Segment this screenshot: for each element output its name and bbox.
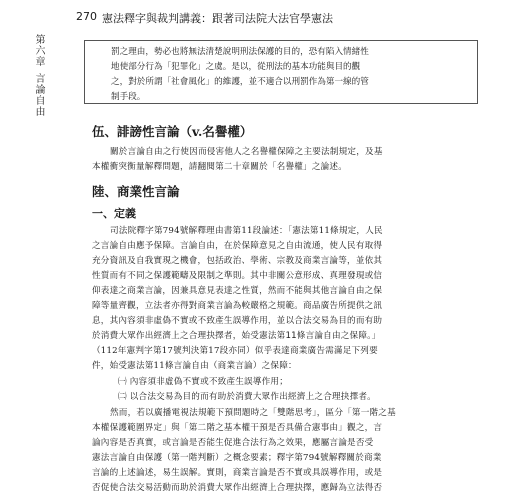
body-line: 性質而有不同之保護範疇及限制之準則。其中非關公意形成、真理發現或信 bbox=[92, 271, 383, 281]
page-header bbox=[76, 10, 496, 28]
body-line: 否促使合法交易活動而助於消費大眾作出經濟上合理抉擇，應歸為立法得否 bbox=[92, 483, 383, 493]
body-line: 本權保護範圍界定」與「第二階之基本權干預是否具備合憲事由」觀之，言 bbox=[92, 423, 383, 433]
body-line: 之言論自由應予保障。言論自由，在於保障意見之自由流通，使人民有取得 bbox=[92, 241, 383, 251]
body-line: 障等量齊觀，立法者亦得對商業言論為較嚴格之規範。商品廣告所提供之訊 bbox=[92, 301, 383, 311]
body-line: 言論的上述論述，易生誤解。實則，商業言論是否不實或具誤導作用，或是 bbox=[92, 468, 383, 478]
body-line: 憲法言論自由保護（第一階判斷）之概念要素；釋字第794號解釋關於商業 bbox=[92, 453, 382, 463]
page-number: 270 bbox=[76, 10, 97, 23]
body-line: 仰表達之商業言論，因兼具意見表達之性質，然而不能與其他言論自由之保 bbox=[92, 286, 383, 296]
body-line: 件，始受憲法第11條言論自由（商業言論）之保障： bbox=[92, 361, 297, 371]
body-line: 本權衝突衡量解釋問題，請翻閱第二十章關於「名譽權」之論述。 bbox=[92, 162, 348, 172]
body-line: 然而，若以廣播電視法規範下預問題時之「雙階思考」，區分「第一階之基 bbox=[110, 408, 396, 418]
list-item: ㈡ 以合法交易為目的而有助於消費大眾作出經濟上之合理抉擇者。 bbox=[118, 392, 376, 402]
body-line: 充分資訊及自我實現之機會，包括政治、學術、宗教及商業言論等，並依其 bbox=[92, 256, 383, 266]
chapter-label: 第六章 bbox=[33, 34, 44, 67]
body-line: 關於言論自由之行使因而侵害他人之名譽權保障之主要法制規定，及基 bbox=[110, 147, 383, 157]
running-title: 憲法釋字與裁判講義：跟著司法院大法官學憲法 bbox=[102, 12, 333, 25]
list-item: ㈠ 內容須非虛偽不實或不致產生誤導作用； bbox=[118, 377, 289, 387]
boxed-line: 罰之理由，勢必也將無法清楚說明刑法保護的目的，恐有陷入情緒性 bbox=[111, 47, 369, 57]
section-heading-defamation: 伍、誹謗性言論（v.名譽權） bbox=[92, 124, 253, 139]
boxed-excerpt bbox=[84, 40, 478, 104]
chapter-side-tab bbox=[24, 34, 52, 117]
body-line: 於消費大眾作出經濟上之合理抉擇者，始受憲法第11條言論自由之保障。」 bbox=[92, 331, 381, 341]
chapter-topic: 言論自由 bbox=[33, 73, 44, 117]
body-line: 司法院釋字第794號解釋理由書第11段論述：「憲法第11條規定，人民 bbox=[110, 226, 383, 236]
section-heading-commercial-speech: 陸、商業性言論 bbox=[92, 184, 180, 199]
subsection-heading-definition: 一、定義 bbox=[92, 207, 136, 220]
boxed-line: 制手段。 bbox=[111, 92, 146, 102]
body-line: （112年憲判字第17號判決第17段亦同）似乎表達商業廣告需滿足下列要 bbox=[92, 346, 378, 356]
body-line: 論內容是否真實，或言論是否能生促進合法行為之效果，應屬言論是否受 bbox=[92, 438, 374, 448]
boxed-line: 之，對於所謂「社會風化」的維護，並不適合以刑罰作為第一線的管 bbox=[111, 77, 369, 87]
body-line: 息，其內容須非虛偽不實或不致產生誤導作用，並以合法交易為目的而有助 bbox=[92, 316, 383, 326]
boxed-line: 地使部分行為「犯罪化」之虞。是以，從刑法的基本功能與目的觀 bbox=[111, 62, 361, 72]
